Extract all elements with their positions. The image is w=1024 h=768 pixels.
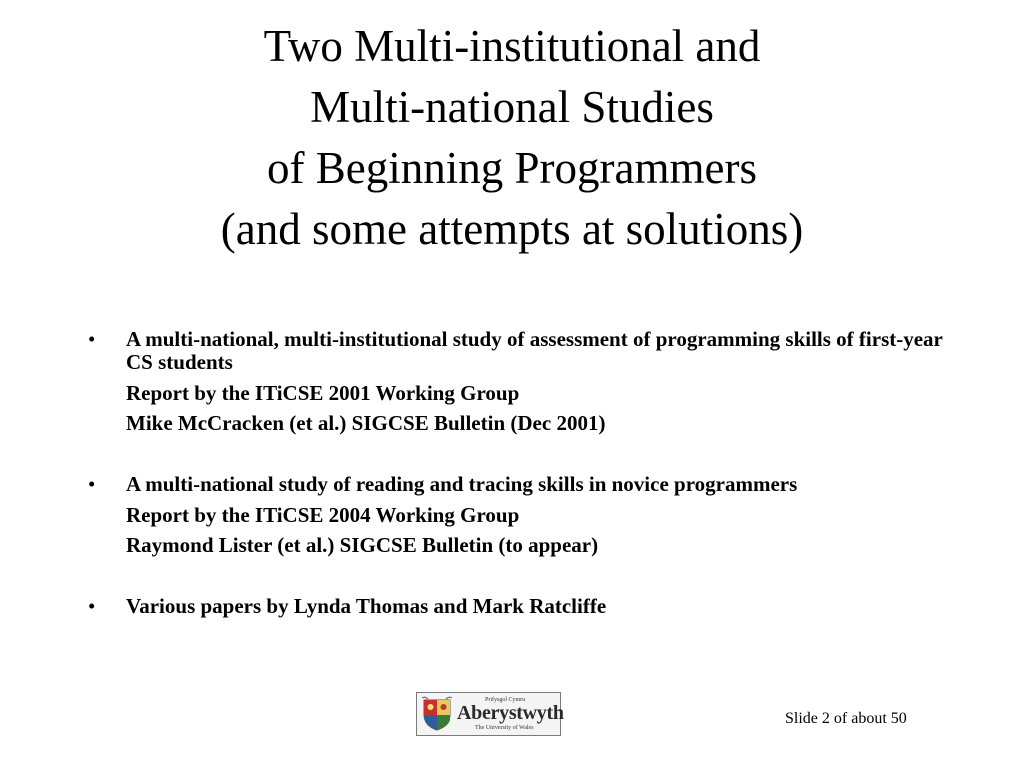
logo-subtitle: The University of Wales [475, 725, 534, 731]
bullet-text: A multi-national, multi-institutional study of assessment of programming skills of first-year CS students [126, 327, 943, 374]
bullet-detail: Raymond Lister (et al.) SIGCSE Bulletin (to appear) [126, 533, 599, 557]
bullet-marker: • [88, 472, 96, 496]
bullet-detail: Report by the ITiCSE 2001 Working Group [126, 381, 520, 405]
bullet-list [88, 328, 968, 618]
logo-name: Aberystwyth [457, 702, 564, 724]
bullet-marker: • [88, 327, 96, 351]
bullet-detail: Mike McCracken (et al.) SIGCSE Bulletin (Dec 2001) [126, 411, 606, 435]
bullet-text: Various papers by Lynda Thomas and Mark Ratcliffe [126, 594, 607, 618]
slide-title [0, 16, 1024, 260]
bullet-detail: Report by the ITiCSE 2004 Working Group [126, 503, 520, 527]
bullet-item-lister-study [88, 473, 968, 557]
bullet-item-various-papers [88, 595, 968, 618]
title-line-2: Multi-national Studies [310, 82, 714, 132]
title-line-1: Two Multi-institutional and [263, 21, 761, 71]
university-logo [416, 692, 564, 736]
bullet-item-mccracken-study [88, 328, 968, 435]
logo-welsh-text: Prifysgol Cymru [485, 697, 526, 703]
university-crest-icon [421, 696, 453, 732]
title-line-4: (and some attempts at solutions) [220, 204, 804, 254]
slide-number: Slide 2 of about 50 [785, 710, 907, 727]
bullet-text: A multi-national study of reading and tracing skills in novice programmers [126, 472, 798, 496]
title-line-3: of Beginning Programmers [267, 143, 757, 193]
bullet-marker: • [88, 594, 96, 618]
